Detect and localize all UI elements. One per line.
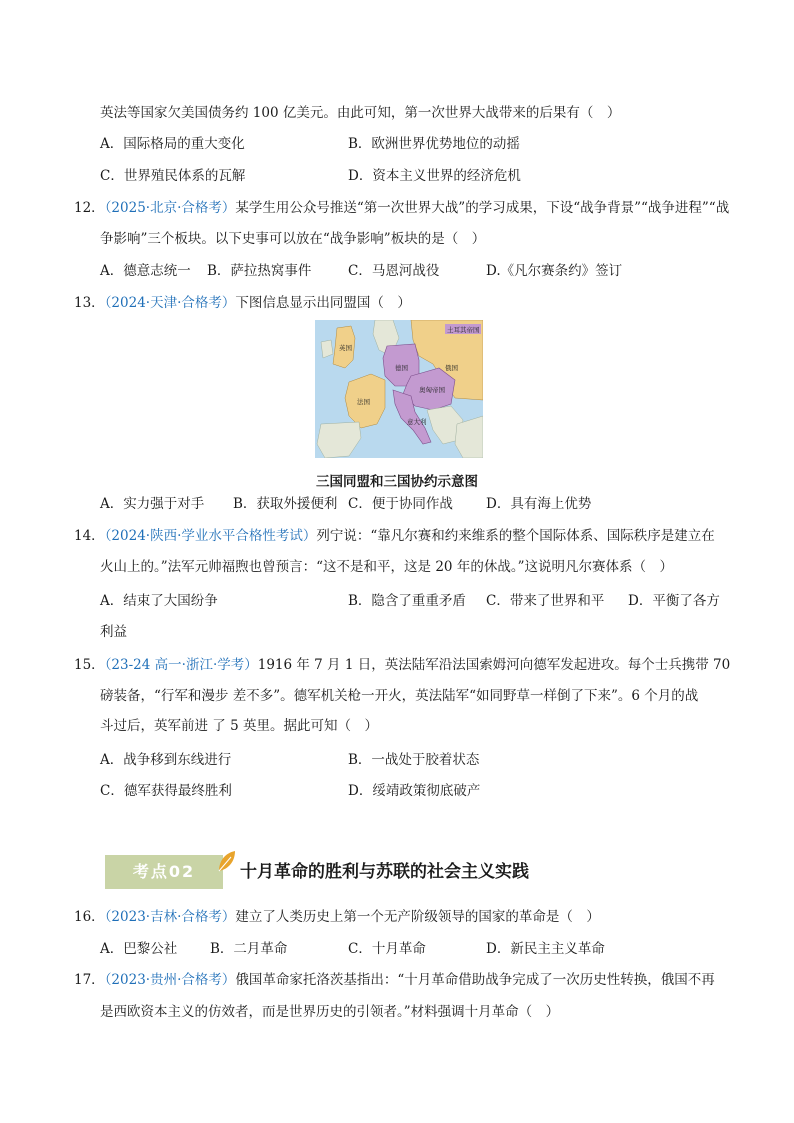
question-17-line2: 是西欧资本主义的仿效者，而是世界历史的引领者。”材料强调十月革命（ ） [100, 1004, 560, 1020]
q13-option-d: D．具有海上优势 [486, 496, 592, 512]
question-15 [74, 655, 730, 675]
question-17 [74, 970, 715, 990]
section-badge-label: 考点02 [105, 855, 223, 889]
q14-option-a: A．结束了大国纷争 [100, 593, 218, 609]
q13-option-a: A．实力强于对手 [100, 496, 205, 512]
map-caption: 三国同盟和三国协约示意图 [316, 474, 478, 490]
map-label-uk: 英国 [339, 344, 352, 352]
q12-option-b: B．萨拉热窝事件 [207, 263, 312, 279]
q14-option-d: D．平衡了各方 [628, 593, 720, 609]
question-number: 16． [74, 909, 105, 925]
q16-option-c: C．十月革命 [348, 941, 426, 957]
question-15-line2: 磅装备，“行军和漫步 差不多”。德军机关枪一开火，英法陆军“如同野草一样倒了下来”。6 个月的战 [100, 688, 699, 704]
q12-option-d: D.《凡尔赛条约》签订 [486, 263, 623, 279]
section-badge [105, 855, 235, 889]
question-text: 下图信息显示出同盟国（ ） [235, 295, 411, 311]
question-number: 14． [74, 528, 105, 544]
question-13 [74, 293, 411, 313]
question-source: （2025·北京·合格考） [104, 200, 236, 216]
question-16 [74, 907, 600, 927]
q13-option-c: C．便于协同作战 [348, 496, 453, 512]
question-source: （2024·陕西·学业水平合格性考试） [104, 528, 317, 544]
q14-option-c: C．带来了世界和平 [486, 593, 605, 609]
q16-option-d: D．新民主主义革命 [486, 941, 605, 957]
question-text: 建立了人类历史上第一个无产阶级领导的国家的革命是（ ） [235, 909, 600, 925]
q11-option-b: B．欧洲世界优势地位的动摇 [348, 136, 520, 152]
map-label-france: 法国 [357, 398, 370, 406]
question-number: 12． [74, 200, 105, 216]
q14-option-d-continued: 利益 [100, 624, 127, 640]
question-number: 15． [74, 657, 105, 673]
map-label-austria-hungary: 奥匈帝国 [419, 386, 445, 394]
map-label-italy: 意大利 [407, 418, 427, 426]
q14-option-b: B．隐含了重重矛盾 [348, 593, 466, 609]
question-12 [74, 198, 729, 218]
q16-option-a: A．巴黎公社 [100, 941, 178, 957]
map-label-ottoman: 土耳其帝国 [447, 326, 480, 334]
question-source: （2023·贵州·合格考） [104, 972, 236, 988]
question-text: 某学生用公众号推送“第一次世界大战”的学习成果，下设“战争背景”“战争进程”“战 [235, 200, 730, 216]
map-label-germany: 德国 [395, 364, 408, 372]
question-source: （2023·吉林·合格考） [104, 909, 236, 925]
section-title: 十月革命的胜利与苏联的社会主义实践 [240, 862, 529, 882]
q15-option-d: D．绥靖政策彻底破产 [348, 783, 481, 799]
question-source: （2024·天津·合格考） [104, 295, 236, 311]
q15-option-b: B．一战处于胶着状态 [348, 752, 480, 768]
leaf-icon [215, 849, 239, 873]
question-11-stem-end: 英法等国家欠美国债务约 100 亿美元。由此可知，第一次世界大战带来的后果有（ ） [100, 105, 621, 121]
question-15-line3: 斗过后，英军前进 了 5 英里。据此可知（ ） [100, 718, 378, 734]
question-number: 13． [74, 295, 105, 311]
q12-option-a: A．德意志统一 [100, 263, 191, 279]
q11-option-a: A．国际格局的重大变化 [100, 136, 245, 152]
question-text: 1916 年 7 月 1 日，英法陆军沿法国索姆河向德军发起进攻。每个士兵携带 70 [257, 657, 731, 673]
question-14-line2: 火山上的。”法军元帅福煦也曾预言：“这不是和平，这是 20 年的休战。”这说明凡尔赛体系（ ） [100, 559, 673, 575]
question-text: 俄国革命家托洛茨基指出：“十月革命借助战争完成了一次历史性转换，俄国不再 [235, 972, 715, 988]
question-source: （23-24 高一·浙江·学考） [104, 657, 258, 673]
question-number: 17． [74, 972, 105, 988]
map-label-russia: 俄国 [445, 364, 458, 372]
alliance-map [315, 320, 483, 458]
question-12-line2: 争影响”三个板块。以下史事可以放在“战争影响”板块的是（ ） [100, 231, 486, 247]
q16-option-b: B．二月革命 [210, 941, 288, 957]
q15-option-a: A．战争移到东线进行 [100, 752, 232, 768]
q13-option-b: B．获取外援便利 [233, 496, 338, 512]
question-14 [74, 526, 715, 546]
q11-option-d: D．资本主义世界的经济危机 [348, 168, 521, 184]
q11-option-c: C．世界殖民体系的瓦解 [100, 168, 246, 184]
q15-option-c: C．德军获得最终胜利 [100, 783, 232, 799]
question-text: 列宁说：“靠凡尔赛和约来维系的整个国际体系、国际秩序是建立在 [316, 528, 715, 544]
q12-option-c: C．马恩河战役 [348, 263, 440, 279]
